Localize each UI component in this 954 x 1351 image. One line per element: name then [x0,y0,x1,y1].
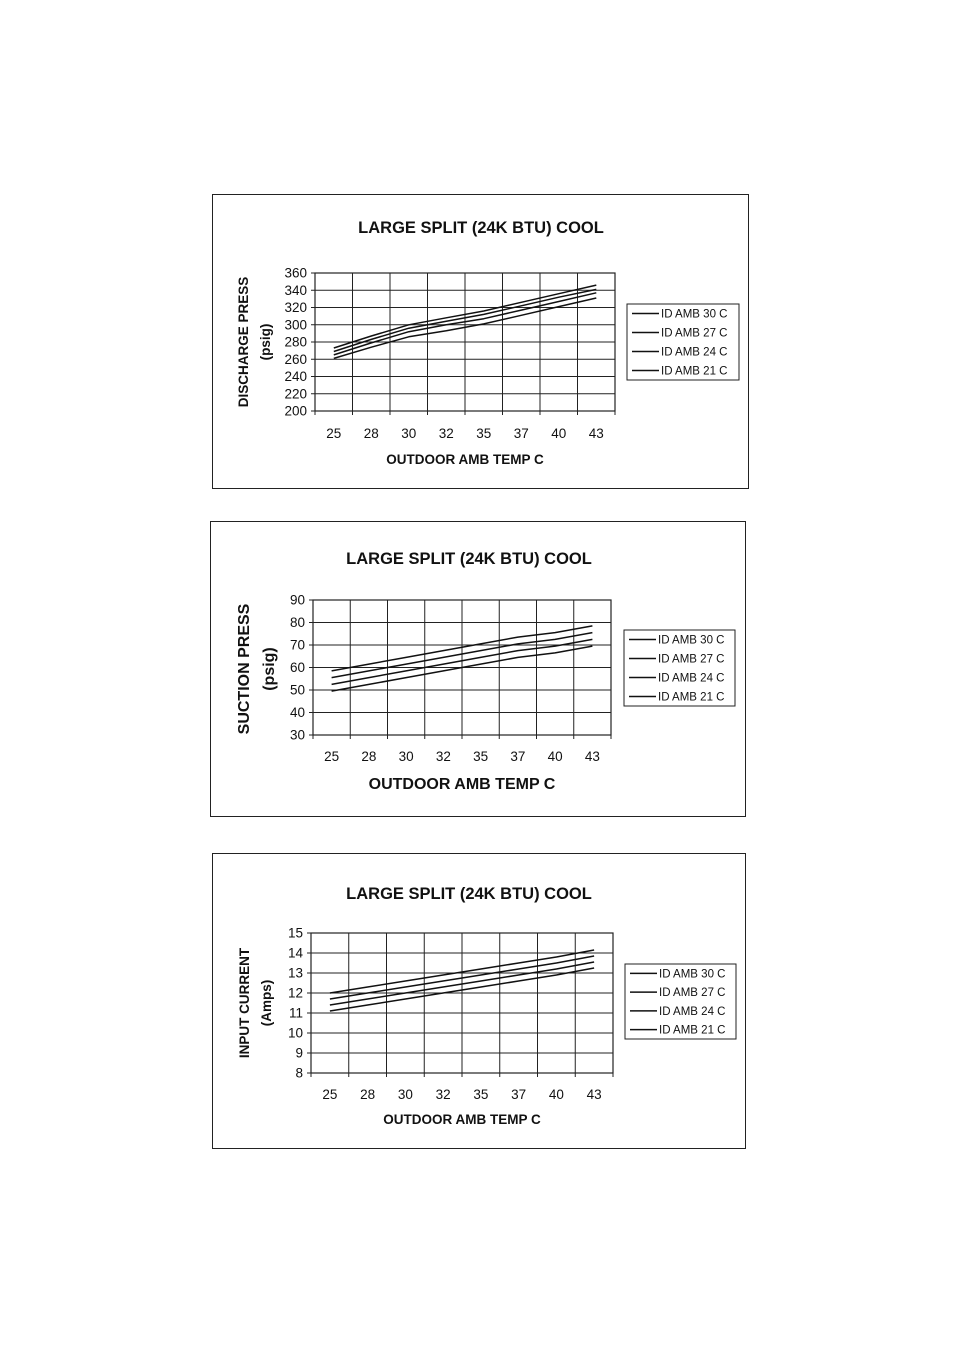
y-axis-label: DISCHARGE PRESS [236,276,251,408]
y-axis-unit-label: (psig) [261,647,278,691]
chart-svg [213,195,750,490]
legend-label: ID AMB 24 C [659,1005,726,1018]
legend-label: ID AMB 21 C [659,1024,726,1037]
x-tick-label: 40 [551,426,567,441]
y-tick-label: 90 [289,592,305,608]
x-axis-label: OUTDOOR AMB TEMP C [368,776,556,793]
x-tick-label: 30 [401,426,417,441]
y-tick-label: 10 [287,1025,303,1041]
y-tick-label: 70 [289,637,305,653]
chart-title: LARGE SPLIT (24K BTU) COOL [346,885,592,903]
x-tick-label: 30 [398,749,414,764]
x-tick-label: 43 [588,426,604,441]
y-axis-unit-label: (psig) [258,323,273,361]
chart-svg [213,854,747,1150]
x-tick-label: 32 [435,1087,451,1102]
x-tick-label: 40 [547,749,563,764]
chart-panel-suction-press [210,521,746,817]
legend-label: ID AMB 21 C [658,691,725,704]
x-tick-label: 25 [326,426,342,441]
x-tick-label: 28 [361,749,377,764]
y-tick-label: 360 [284,265,307,281]
chart-panel-discharge-press [212,194,749,489]
legend-label: ID AMB 27 C [658,653,725,666]
y-tick-label: 340 [284,282,307,298]
y-tick-label: 9 [295,1045,303,1061]
y-tick-label: 13 [287,965,303,981]
legend-label: ID AMB 21 C [661,365,728,378]
chart-svg [211,522,747,818]
x-tick-label: 37 [510,749,526,764]
y-tick-label: 200 [284,403,307,419]
y-tick-label: 8 [295,1065,303,1081]
y-tick-label: 320 [284,300,307,315]
x-tick-label: 25 [322,1087,338,1102]
chart-panel-input-current [212,853,746,1149]
y-tick-label: 40 [289,705,305,720]
x-tick-label: 30 [397,1087,413,1102]
x-tick-label: 25 [324,749,340,764]
x-tick-label: 37 [513,426,529,441]
y-tick-label: 60 [289,660,305,675]
legend [625,964,736,1039]
y-tick-label: 15 [287,925,303,941]
x-tick-label: 32 [435,749,451,764]
y-axis-label: SUCTION PRESS [236,603,253,735]
y-tick-label: 220 [284,386,307,402]
legend [627,304,739,380]
y-tick-label: 50 [289,682,305,698]
y-tick-label: 30 [289,727,305,743]
y-tick-label: 12 [287,985,303,1001]
y-tick-label: 80 [289,615,305,630]
x-tick-label: 32 [438,426,454,441]
x-tick-label: 28 [363,426,379,441]
x-tick-label: 40 [548,1087,564,1102]
y-tick-label: 300 [284,317,307,333]
y-axis-unit-label: (Amps) [259,979,274,1027]
x-axis-label: OUTDOOR AMB TEMP C [383,1112,541,1127]
y-tick-label: 240 [284,369,307,384]
x-tick-label: 43 [586,1087,602,1102]
legend-label: ID AMB 30 C [659,968,726,981]
x-tick-label: 35 [476,426,492,441]
x-tick-label: 35 [473,1087,489,1102]
y-tick-label: 280 [284,334,307,350]
legend-label: ID AMB 24 C [661,346,728,359]
x-tick-label: 37 [511,1087,527,1102]
legend-label: ID AMB 24 C [658,672,725,685]
legend [624,630,735,706]
chart-title: LARGE SPLIT (24K BTU) COOL [346,550,592,568]
legend-label: ID AMB 27 C [661,327,728,340]
x-tick-label: 28 [360,1087,376,1102]
y-axis-label: INPUT CURRENT [237,947,252,1059]
legend-label: ID AMB 30 C [661,308,728,321]
legend-label: ID AMB 30 C [658,634,725,647]
x-tick-label: 43 [584,749,600,764]
x-axis-label: OUTDOOR AMB TEMP C [386,452,544,467]
x-tick-label: 35 [473,749,489,764]
chart-title: LARGE SPLIT (24K BTU) COOL [358,219,604,237]
y-tick-label: 14 [287,945,303,961]
y-tick-label: 11 [288,1005,303,1021]
y-tick-label: 260 [284,351,307,367]
legend-label: ID AMB 27 C [659,987,726,1000]
